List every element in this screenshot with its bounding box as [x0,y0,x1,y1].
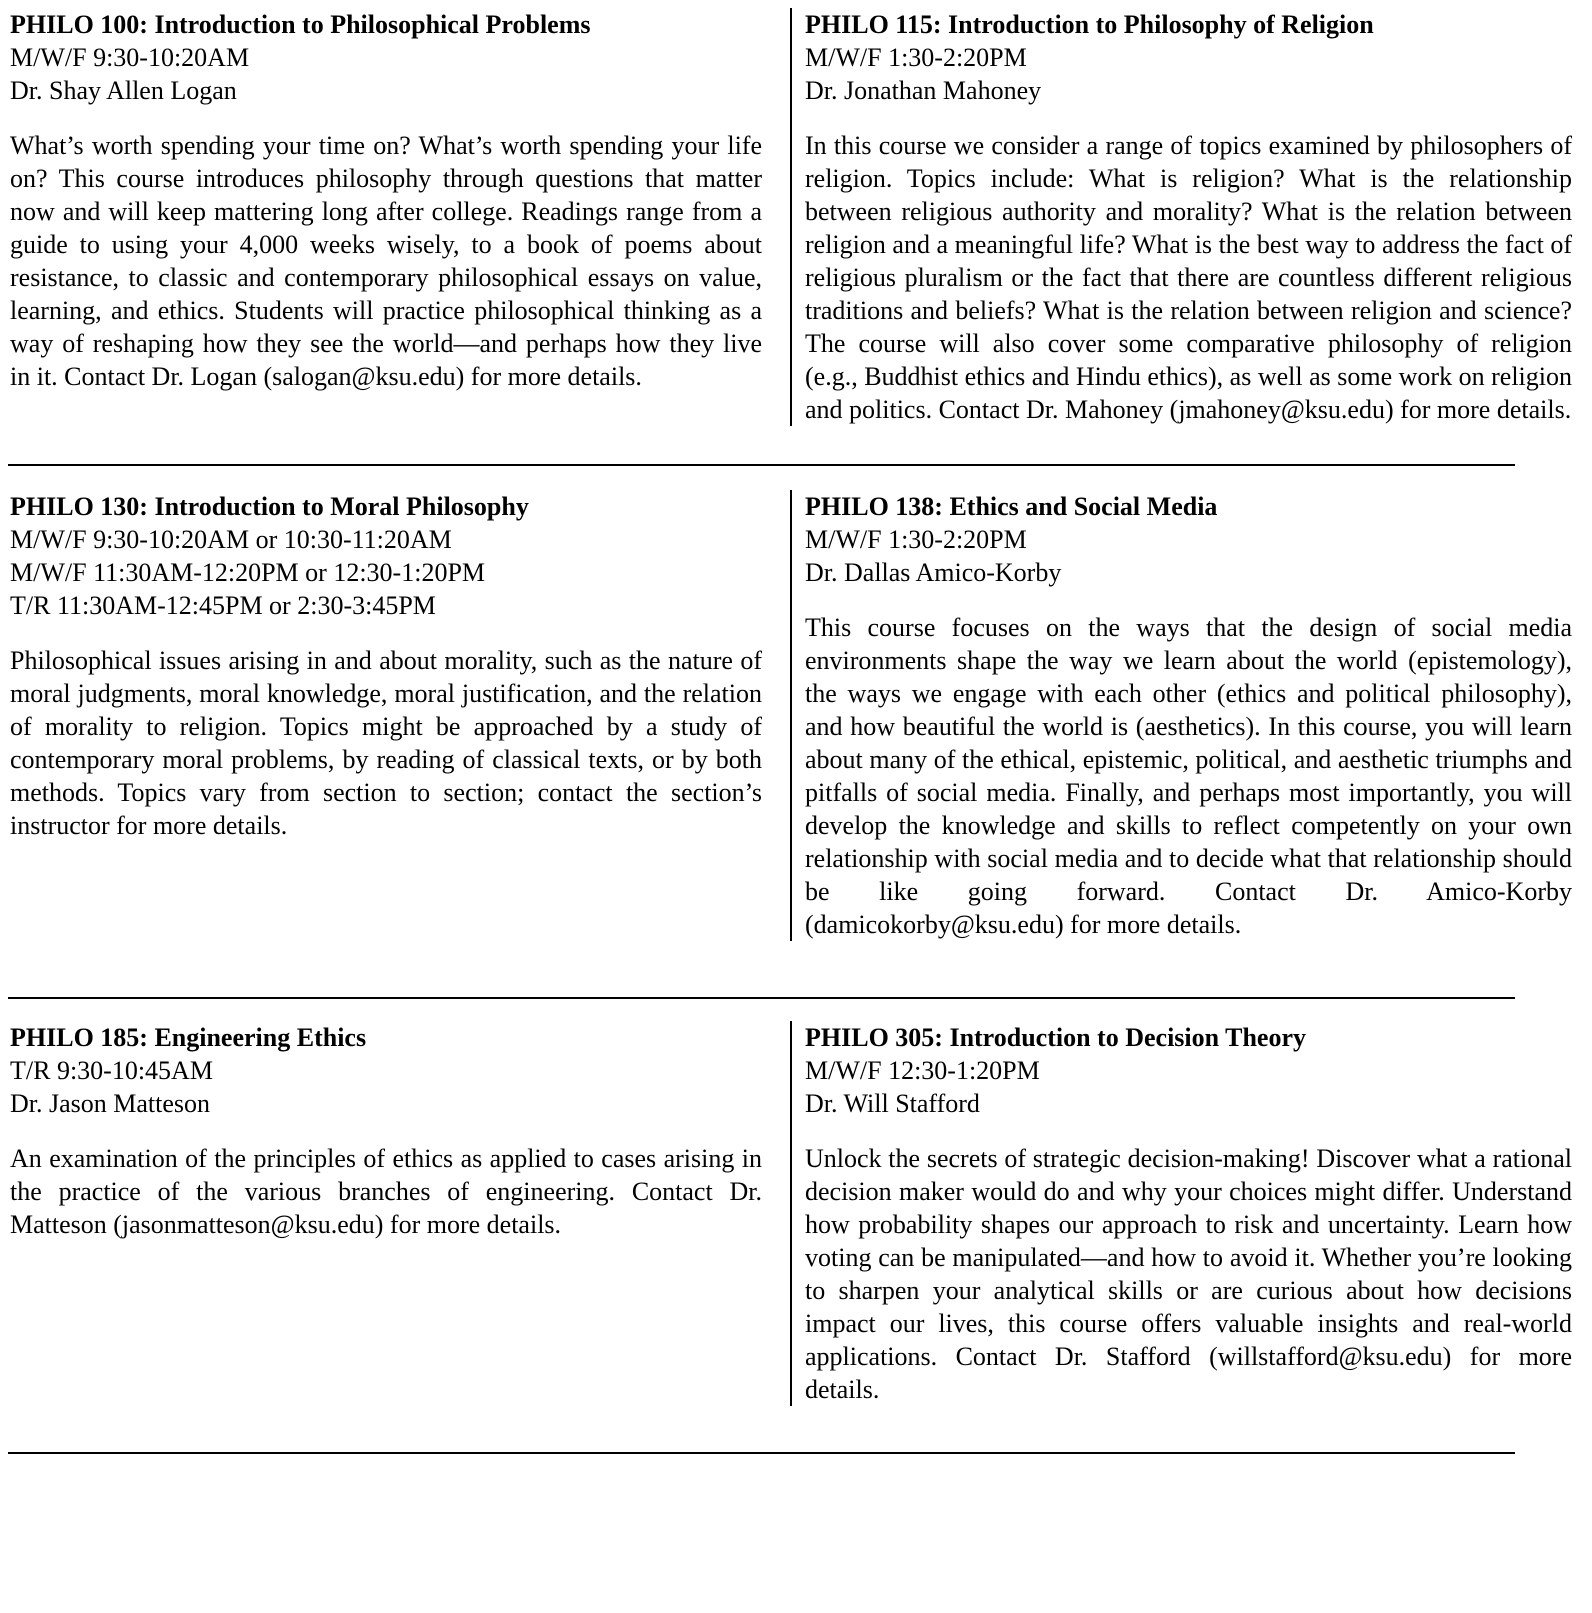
catalog-row-3 [10,999,1592,1452]
course-description-philo-100: What’s worth spending your time on? What’s worth spending your life on? This course introduces philosophy through questions that matter now and will keep mattering long after college. Readings range from a guide to using your 4,000 weeks wisely, to a book of poems about resistance, to classic and contemporary philosophical essays on value, learning, and ethics. Students will practice philosophical thinking as a way of reshaping how they see the world—and perhaps how they live in it. Contact Dr. Logan (salogan@ksu.edu) for more details. [10,131,762,391]
course-philo-115 [792,8,1572,426]
course-schedule-philo-130-option-1: M/W/F 9:30-10:20AM or 10:30-11:20AM [10,525,452,554]
course-schedule-philo-115: M/W/F 1:30-2:20PM [805,43,1027,72]
course-title-philo-138: PHILO 138: Ethics and Social Media [805,492,1218,521]
course-title-philo-100: PHILO 100: Introduction to Philosophical Problems [10,10,591,39]
course-schedule-philo-305: M/W/F 12:30-1:20PM [805,1056,1040,1085]
course-description-philo-115: In this course we consider a range of topics examined by philosophers of religion. Topics include: What is religion? What is the relationship between religious authority and morality? What is the relation between religion and a meaningful life? What is the best way to address the fact of religious pluralism or the fact that there are countless different religious traditions and beliefs? What is the relation between religion and science? The course will also cover some comparative philosophy of religion (e.g., Buddhist ethics and Hindu ethics), as well as some work on religion and politics. Contact Dr. Mahoney (jmahoney@ksu.edu) for more details. [805,131,1572,424]
course-title-philo-305: PHILO 305: Introduction to Decision Theory [805,1023,1307,1052]
catalog-row-1 [10,0,1592,464]
course-schedule-philo-100: M/W/F 9:30-10:20AM [10,43,250,72]
course-instructor-philo-115: Dr. Jonathan Mahoney [805,76,1042,105]
course-description-philo-130: Philosophical issues arising in and about morality, such as the nature of moral judgments, moral knowledge, moral justification, and the relation of morality to religion. Topics might be approached by a study of contemporary moral problems, by reading of classical texts, or by both methods. Topics vary from section to section; contact the section’s instructor for more details. [10,646,762,840]
catalog-row-2 [10,466,1592,997]
course-philo-305 [792,1021,1572,1406]
course-description-philo-138: This course focuses on the ways that the design of social media environments shape the way we learn about the world (epistemology), the ways we engage with each other (ethics and political philosophy), and how beautiful the world is (aesthetics). In this course, you will learn about many of the ethical, epistemic, political, and aesthetic triumphs and pitfalls of social media. Finally, and perhaps most importantly, you will develop the knowledge and skills to reflect competently on your own relationship with social media and to decide what that relationship should be like going forward. Contact Dr. Amico-Korby (damicokorby@ksu.edu) for more details. [805,613,1572,939]
course-title-philo-130: PHILO 130: Introduction to Moral Philosophy [10,492,529,521]
course-description-philo-185: An examination of the principles of ethics as applied to cases arising in the practice of the various branches of engineering. Contact Dr. Matteson (jasonmatteson@ksu.edu) for more details. [10,1144,762,1239]
page-bottom-rule [8,1452,1515,1454]
course-schedule-philo-138: M/W/F 1:30-2:20PM [805,525,1027,554]
course-philo-138 [792,490,1572,941]
course-schedule-philo-130-option-2: M/W/F 11:30AM-12:20PM or 12:30-1:20PM [10,558,486,587]
course-instructor-philo-185: Dr. Jason Matteson [10,1089,211,1118]
course-philo-185 [10,1021,790,1406]
course-philo-100 [10,8,790,426]
course-title-philo-185: PHILO 185: Engineering Ethics [10,1023,367,1052]
course-instructor-philo-305: Dr. Will Stafford [805,1089,980,1118]
course-schedule-philo-130-option-3: T/R 11:30AM-12:45PM or 2:30-3:45PM [10,591,436,620]
course-instructor-philo-100: Dr. Shay Allen Logan [10,76,237,105]
course-title-philo-115: PHILO 115: Introduction to Philosophy of Religion [805,10,1374,39]
course-schedule-philo-185: T/R 9:30-10:45AM [10,1056,213,1085]
course-philo-130 [10,490,790,941]
course-instructor-philo-138: Dr. Dallas Amico-Korby [805,558,1062,587]
course-description-philo-305: Unlock the secrets of strategic decision-making! Discover what a rational decision maker would do and why your choices might differ. Understand how probability shapes our approach to risk and uncertainty. Learn how voting can be manipulated—and how to avoid it. Whether you’re looking to sharpen your analytical skills or are curious about how decisions impact our lives, this course offers valuable insights and real-world applications. Contact Dr. Stafford (willstafford@ksu.edu) for more details. [805,1144,1572,1404]
